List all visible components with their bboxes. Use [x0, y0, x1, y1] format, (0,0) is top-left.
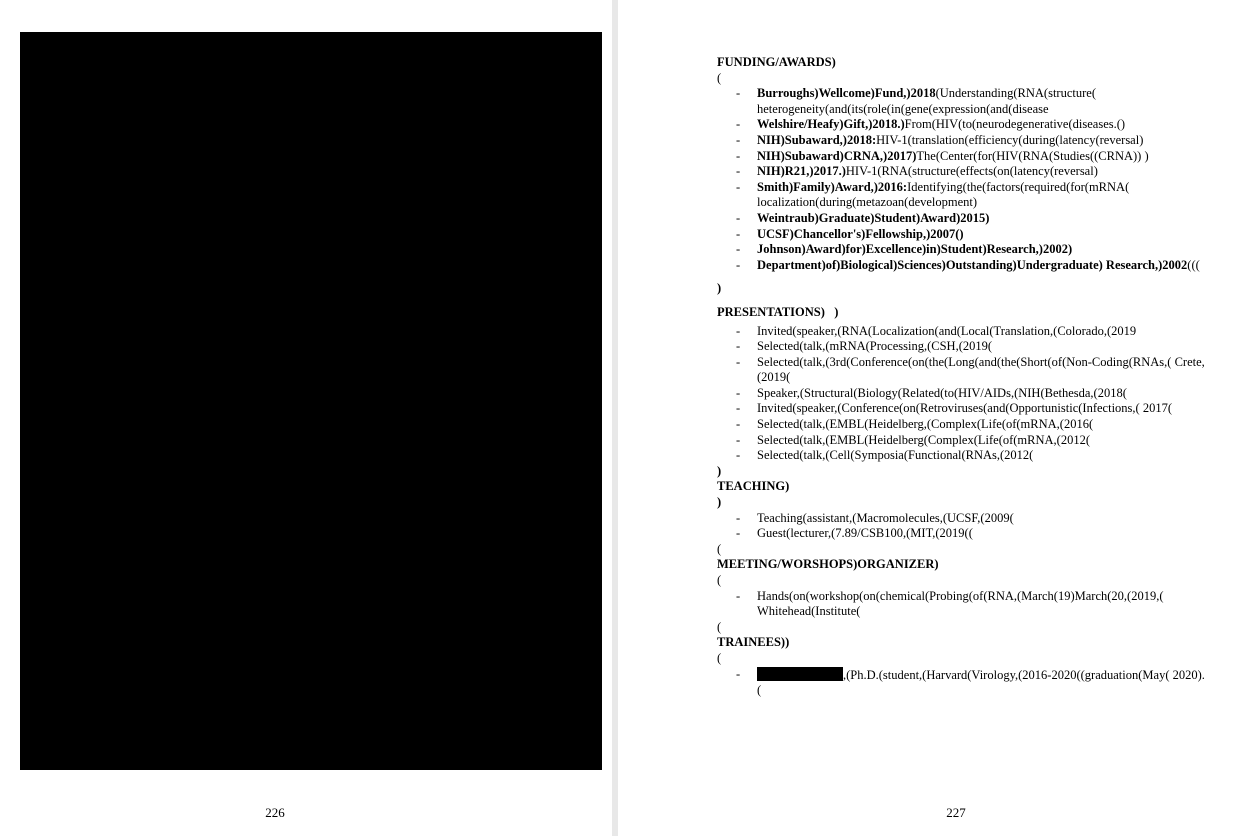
presentations-list — [717, 324, 1207, 464]
presentation-item: - Selected(talk,(EMBL(Heidelberg(Complex(Life(of(mRNA,(2012( — [717, 433, 1207, 449]
funding-item: - NIH)Subaward,)2018:HIV-1(translation(efficiency(during(latency(reversal) — [717, 133, 1207, 149]
funding-item: - NIH)Subaward)CRNA,)2017)The(Center(for(HIV(RNA(Studies((CRNA)) ) — [717, 149, 1207, 165]
teaching-heading: TEACHING) — [717, 479, 790, 494]
funding-item: - Weintraub)Graduate)Student)Award)2015) — [717, 211, 1207, 227]
spacer — [717, 297, 1207, 305]
teaching-tail: ( — [717, 541, 722, 556]
presentation-item: - Selected(talk,(mRNA(Processing,(CSH,(2019( — [717, 339, 1207, 355]
page-number-left: 226 — [265, 805, 285, 820]
redacted-image-block — [20, 32, 602, 770]
presentation-item: - Selected(talk,(3rd(Conference(on(the(Long(and(the(Short(of(Non-Coding(RNAs,( Crete,(2019( — [717, 355, 1207, 386]
presentation-item: - Selected(talk,(EMBL(Heidelberg,(Complex(Life(of(mRNA,(2016( — [717, 417, 1207, 433]
presentations-tail: ) — [717, 463, 722, 478]
page-right — [618, 0, 1250, 836]
funding-item: - NIH)R21,)2017.)HIV-1(RNA(structure(effects(on(latency(reversal) — [717, 164, 1207, 180]
funding-item: - Department)of)Biological)Sciences)Outstanding)Undergraduate) Research,)2002((( — [717, 258, 1207, 274]
trainees-heading: TRAINEES)) — [717, 635, 790, 650]
page-number-right: 227 — [946, 805, 966, 820]
spacer — [717, 273, 1207, 281]
presentation-item: - Selected(talk,(Cell(Symposia(Functional(RNAs,(2012( — [717, 448, 1207, 464]
funding-item: - UCSF)Chancellor's)Fellowship,)2007() — [717, 227, 1207, 243]
presentation-item: - Invited(speaker,(RNA(Localization(and(Local(Translation,(Colorado,(2019 — [717, 324, 1207, 340]
teaching-item: - Teaching(assistant,(Macromolecules,(UCSF,(2009( — [717, 511, 1207, 527]
meetings-lead: ( — [717, 573, 722, 587]
redacted-name — [757, 667, 843, 681]
trainee-item: - ,(Ph.D.(student,(Harvard(Virology,(2016-2020((graduation(May( 2020).( — [717, 667, 1207, 699]
meetings-tail: ( — [717, 619, 722, 634]
presentations-heading: PRESENTATIONS) ) — [717, 304, 839, 319]
funding-item: - Smith)Family)Award,)2016:Identifying(the(factors(required(for(mRNA( localization(during(metazoan(development) — [717, 180, 1207, 211]
presentation-item: - Invited(speaker,(Conference(on(Retroviruses(and(Opportunistic(Infections,( 2017( — [717, 401, 1207, 417]
presentation-item: - Speaker,(Structural(Biology(Related(to(HIV/AIDs,(NIH(Bethesda,(2018( — [717, 386, 1207, 402]
teaching-item: - Guest(lecturer,(7.89/CSB100,(MIT,(2019(( — [717, 526, 1207, 542]
teaching-list — [717, 511, 1207, 542]
meetings-heading: MEETING/WORSHOPS)ORGANIZER) — [717, 557, 939, 572]
funding-heading: FUNDING/AWARDS) — [717, 55, 836, 69]
funding-tail: ) — [717, 281, 722, 296]
cv-content — [717, 55, 1207, 699]
meeting-item: - Hands(on(workshop(on(chemical(Probing(of(RNA,(March(19)March(20,(2019,( Whitehead(Institute( — [717, 589, 1207, 620]
funding-item: - Welshire/Heafy)Gift,)2018.)From(HIV(to(neurodegenerative(diseases.() — [717, 117, 1207, 133]
funding-lead: ( — [717, 70, 722, 85]
funding-list — [717, 86, 1207, 273]
meetings-list — [717, 589, 1207, 620]
page-left — [0, 0, 612, 836]
funding-item: - Burroughs)Wellcome)Fund,)2018(Understanding(RNA(structure( heterogeneity(and(its(role(in(gene(expression(and(disease — [717, 86, 1207, 117]
trainees-list — [717, 667, 1207, 699]
teaching-lead: ) — [717, 495, 722, 510]
funding-item: - Johnson)Award)for)Excellence)in)Student)Research,)2002) — [717, 242, 1207, 258]
trainees-lead: ( — [717, 650, 722, 665]
